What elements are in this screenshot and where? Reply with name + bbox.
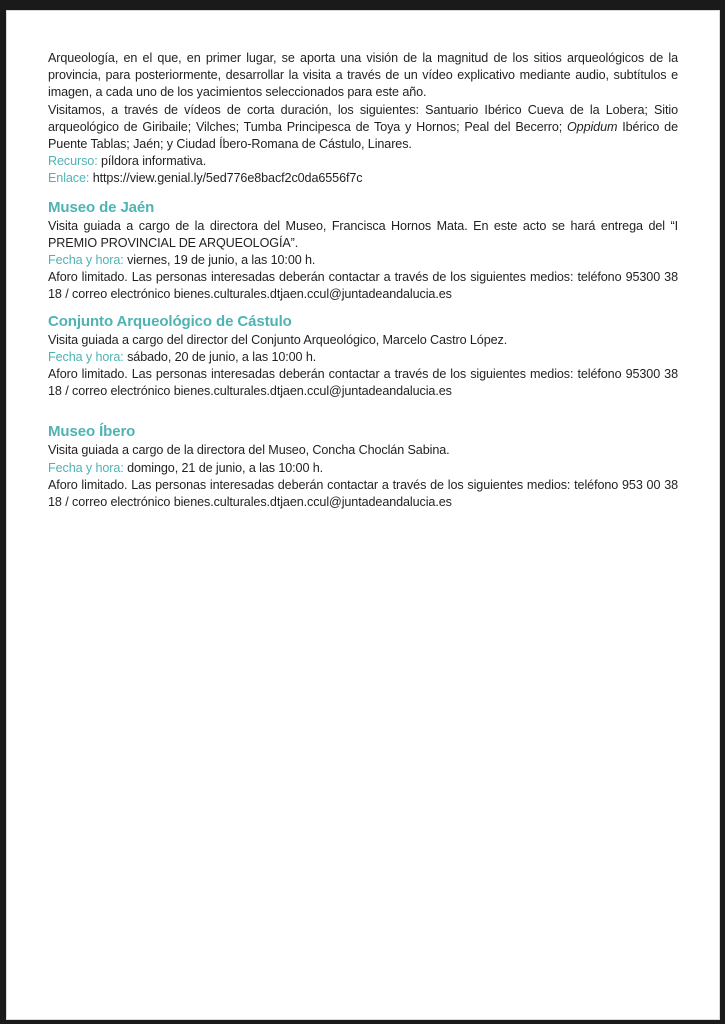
section-museo-jaen <box>48 198 678 304</box>
sites-paragraph <box>48 102 678 154</box>
section-museo-ibero <box>48 422 678 511</box>
section-castulo <box>48 312 678 401</box>
document-content <box>48 50 678 511</box>
section-title: Museo Íbero <box>48 423 136 441</box>
oppidum-term: Oppidum <box>566 119 618 134</box>
date-label: Fecha y hora: <box>48 460 124 475</box>
sites-text-start: Visitamos, a través de vídeos de corta duración, los siguientes: Santuario Ibérico Cueva de la Lobera; Sitio arqueológico de Giribaile; Vilches; Tumba Principesca de Toya y Hornos; Peal del Becerro; <box>48 102 678 134</box>
section-title: Conjunto Arqueológico de Cástulo <box>48 312 292 330</box>
date-line <box>48 460 678 477</box>
capacity-text: Aforo limitado. Las personas interesadas deberán contactar a través de los siguientes medios: teléfono 953 00 38 18 / correo electrónico bienes.culturales.dtjaen.ccul@juntadeandalucia.es <box>48 477 678 510</box>
resource-value: píldora informativa. <box>97 154 207 169</box>
resource-line <box>48 153 678 170</box>
capacity-text: Aforo limitado. Las personas interesadas deberán contactar a través de los siguientes medios: teléfono 95300 38 18 / correo electrónico bienes.culturales.dtjaen.ccul@juntadeandalucia.es <box>48 270 678 302</box>
link-label: Enlace: <box>48 171 90 186</box>
date-value: sábado, 20 de junio, a las 10:00 h. <box>123 349 317 364</box>
date-label: Fecha y hora: <box>48 253 124 268</box>
capacity-text: Aforo limitado. Las personas interesadas deberán contactar a través de los siguientes medios: teléfono 95300 38 18 / correo electrónico bienes.culturales.dtjaen.ccul@juntadeandalucia.es <box>48 367 678 399</box>
date-line <box>48 349 678 366</box>
section-title: Museo de Jaén <box>48 198 155 216</box>
intro-paragraph: Arqueología, en el que, en primer lugar, se aporta una visión de la magnitud de los sitios arqueológicos de la provincia, para posteriormente, desarrollar la visita a través de un vídeo explicativo mediante audio, subtítulos e imagen, a cada uno de los yacimientos seleccionados para este año. <box>48 51 678 100</box>
section-description: Visita guiada a cargo de la directora del Museo, Concha Choclán Sabina. <box>48 443 450 458</box>
document-page <box>6 10 720 1020</box>
date-label: Fecha y hora: <box>48 349 124 364</box>
date-value: domingo, 21 de junio, a las 10:00 h. <box>123 460 324 475</box>
sites-text-end: Ibérico de Puente Tablas; Jaén; y Ciudad Íbero-Romana de Cástulo, Linares. <box>48 119 678 152</box>
resource-label: Recurso: <box>48 154 98 169</box>
link-line <box>48 170 678 187</box>
date-value: viernes, 19 de junio, a las 10:00 h. <box>123 253 316 268</box>
date-line <box>48 252 678 269</box>
link-url[interactable]: https://view.genial.ly/5ed776e8bacf2c0da6556f7c <box>89 171 363 186</box>
section-description: Visita guiada a cargo del director del Conjunto Arqueológico, Marcelo Castro López. <box>48 332 508 347</box>
section-description: Visita guiada a cargo de la directora del Museo, Francisca Hornos Mata. En este acto se hará entrega del “I PREMIO PROVINCIAL DE ARQUEOLOGÍA”. <box>48 218 678 250</box>
